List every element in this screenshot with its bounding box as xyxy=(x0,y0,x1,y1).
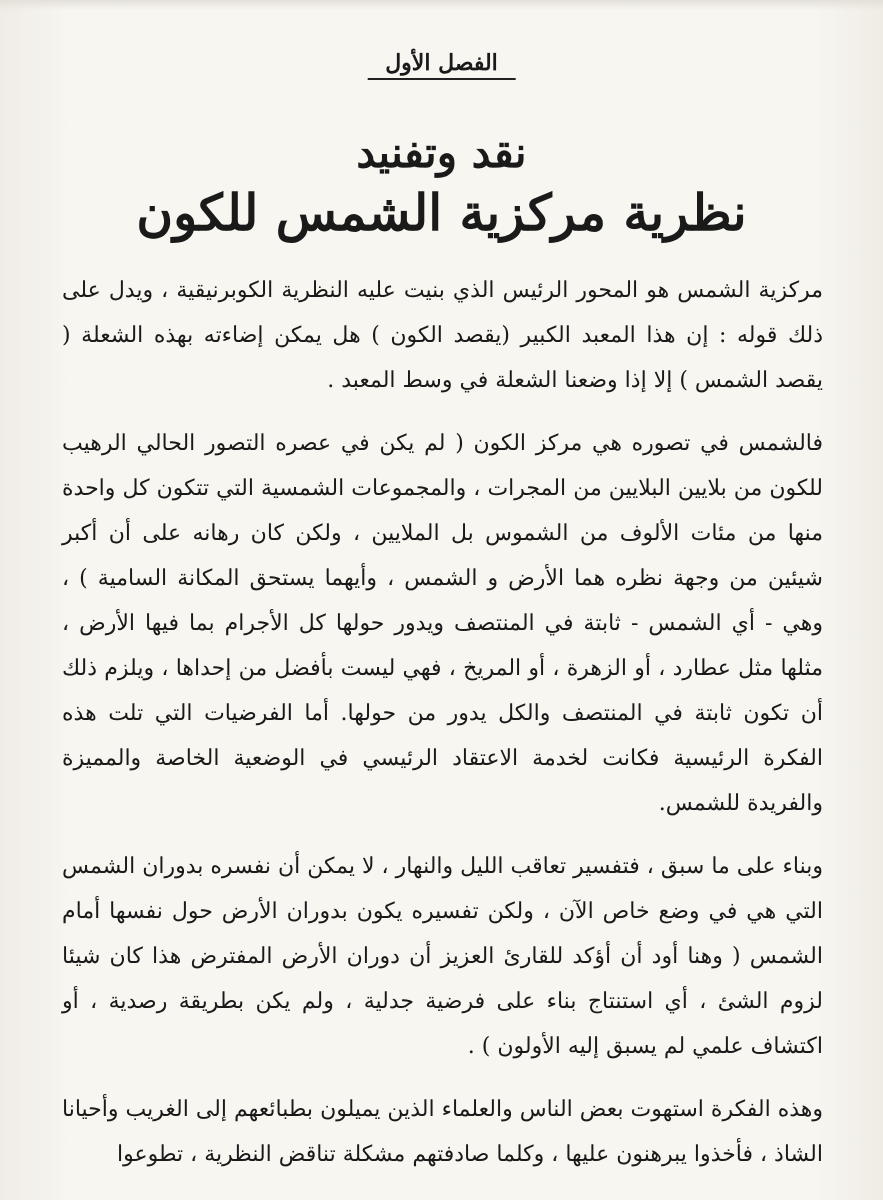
paragraph-3: وبناء على ما سبق ، فتفسير تعاقب الليل والنهار ، لا يمكن أن نفسره بدوران الشمس التي هي في وضع خاص الآن ، ولكن تفسيره يكون بدوران الأرض حول نفسها أمام الشمس ( وهنا أود أن أؤكد للقارئ العزيز أن دوران الأرض المفترض هذا كان شيئا لزوم الشئ ، أي استنتاج بناء على فرضية جدلية ، ولم يكن بطريقة رصدية ، أو اكتشاف علمي لم يسبق إليه الأولون ) . xyxy=(62,854,823,1059)
body-text xyxy=(62,268,823,1177)
page-edge-shadow xyxy=(0,0,883,10)
chapter-header: الفصل الأول xyxy=(367,50,516,80)
paragraph-1: مركزية الشمس هو المحور الرئيس الذي بنيت عليه النظرية الكوبرنيقية ، ويدل على ذلك قوله : إن هذا المعبد الكبير (يقصد الكون ) هل يمكن إضاءته بهذه الشعلة ( يقصد الشمس ) إلا إذا وضعنا الشعلة في وسط المعبد . xyxy=(62,278,823,393)
title-line-2: نظرية مركزية الشمس للكون xyxy=(136,183,747,242)
paragraph-4: وهذه الفكرة استهوت بعض الناس والعلماء الذين يميلون بطبائعهم إلى الغريب وأحيانا الشاذ ، فأخذوا يبرهنون عليها ، وكلما صادفتهم مشكلة تناقض النظرية ، تطوعوا xyxy=(62,1097,823,1167)
title-line-1: نقد وتفنيد xyxy=(356,128,527,177)
paragraph-2: فالشمس في تصوره هي مركز الكون ( لم يكن في عصره التصور الحالي الرهيب للكون من بلايين البلايين من المجرات ، والمجموعات الشمسية التي تتكون كل واحدة منها من مئات الألوف من الشموس بل الملايين ، ولكن كان رهانه على أن أكبر شيئين من وجهة نظره هما الأرض و الشمس ، وأيهما يستحق المكانة السامية ) ، وهي - أي الشمس - ثابتة في المنتصف ويدور حولها كل الأجرام بما فيها الأرض ، مثلها مثل عطارد ، أو الزهرة ، أو المريخ ، فهي ليست بأفضل من إحداها ، ويلزم ذلك أن تكون ثابتة في المنتصف والكل يدور من حولها. أما الفرضيات التي تلت هذه الفكرة الرئيسية فكانت لخدمة الاعتقاد الرئيسي في الوضعية الخاصة والمميزة والفريدة للشمس. xyxy=(62,431,823,816)
